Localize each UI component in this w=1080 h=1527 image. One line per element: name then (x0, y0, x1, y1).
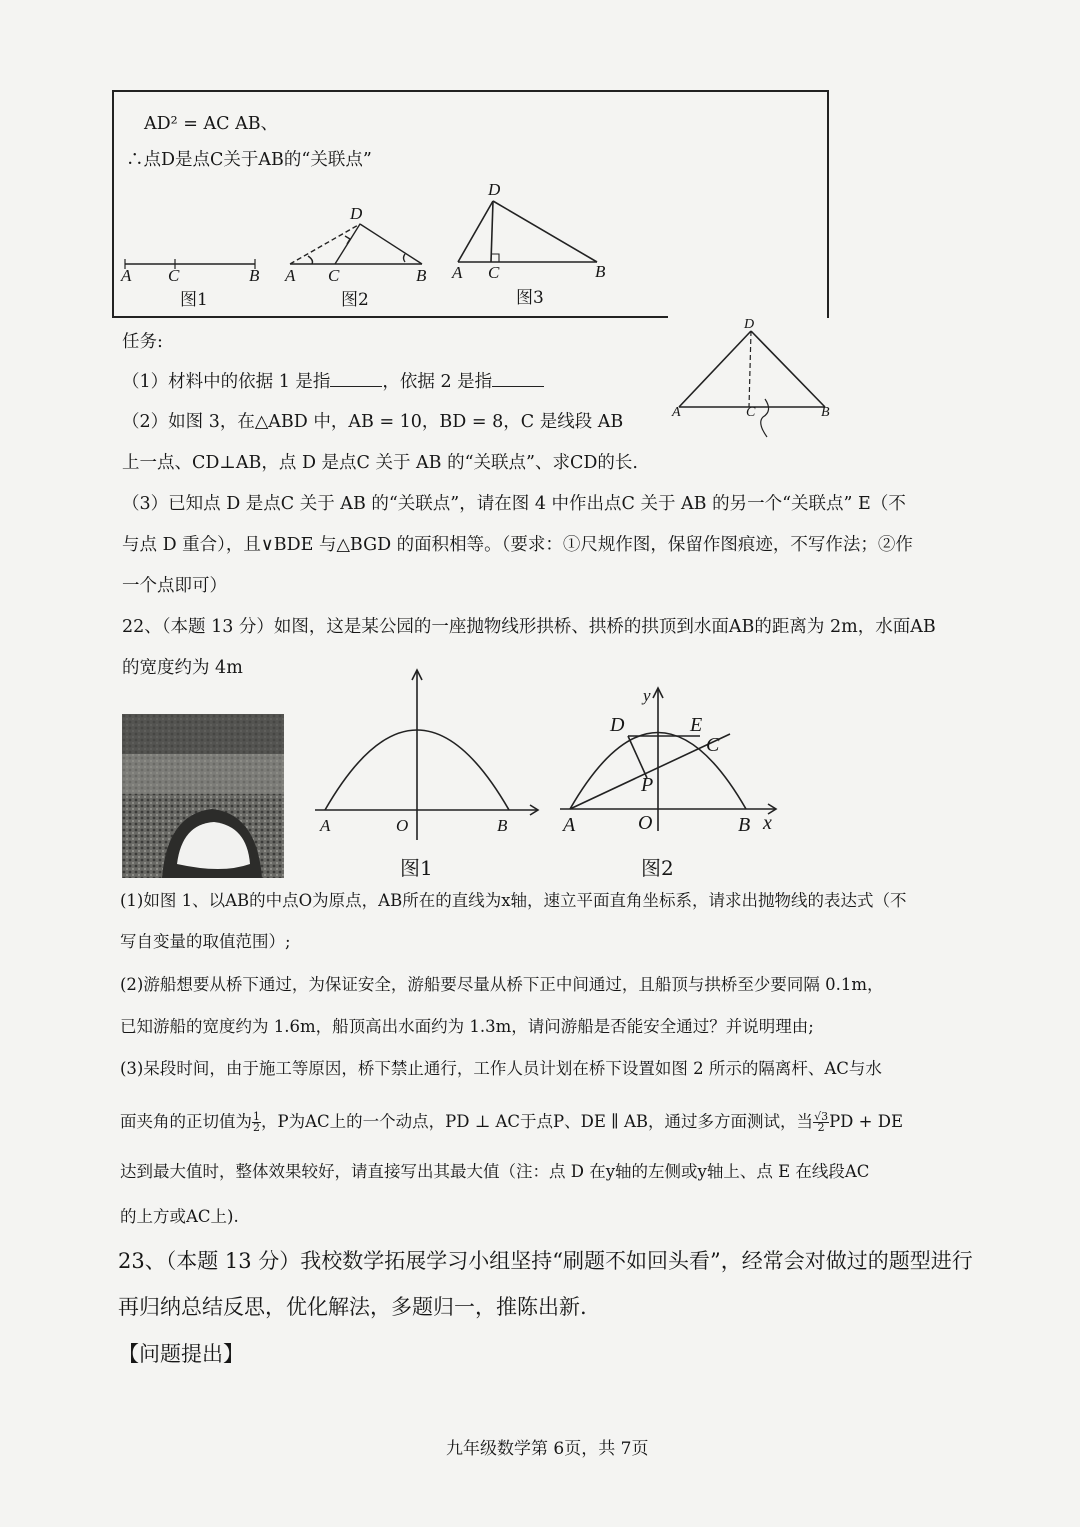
bridge-photo (122, 714, 284, 878)
fig1-label-c: C (168, 266, 180, 285)
q22-line1: 22、（本题 13 分）如图，这是某公园的一座抛物线形拱桥、拱桥的拱顶到水面AB的距离为 2m，水面AB (122, 617, 936, 637)
q22-part2-line2: 已知游船的宽度约为 1.6m，船顶高出水面约为 1.3m，请问游船是否能安全通过？并说明理由; (120, 1017, 814, 1036)
graph1-label-b: B (497, 816, 508, 835)
graph2-label-o: O (638, 812, 653, 834)
q23-line1: 23、（本题 13 分）我校数学拓展学习小组坚持“刷题不如回头看”，经常会对做过的题型进行 (118, 1249, 973, 1273)
q22-part3-line4: 的上方或AC上). (120, 1207, 239, 1226)
fig2-label-d: D (350, 204, 363, 223)
fig2-caption: 图2 (341, 290, 369, 310)
fig1-label-a: A (121, 266, 132, 285)
fig1-caption: 图1 (180, 290, 208, 310)
answer-blank-1[interactable] (330, 371, 382, 387)
page-footer: 九年级数学第 6页，共 7页 (446, 1439, 649, 1459)
task-q1: （1）材料中的依据 1 是指 ，依据 2 是指 (122, 370, 544, 394)
graph1-caption: 图1 (400, 856, 433, 880)
graph2-label-c: C (706, 734, 720, 756)
fig3-label-a: A (452, 263, 463, 282)
fig3-label-d: D (488, 180, 501, 199)
fig4-label-c: C (746, 405, 756, 420)
figure-3-triangle (458, 201, 597, 262)
fig3-label-b: B (595, 262, 606, 281)
graph2-label-a: A (563, 814, 576, 836)
graph2-label-y: y (643, 686, 651, 705)
figure-2-triangle (290, 224, 422, 264)
fig4-label-d: D (744, 317, 755, 332)
q23-heading: 【问题提出】 (118, 1342, 244, 1366)
box-conclusion: ∴点D是点C关于AB的“关联点” (126, 150, 372, 170)
graph2-label-x: x (763, 812, 772, 834)
q23-line2: 再归纳总结反思，优化解法，多题归一，推陈出新. (118, 1295, 587, 1319)
fig4-label-b: B (821, 405, 830, 420)
box-equation: AD² = AC AB、 (144, 114, 279, 134)
figure-4-triangle (665, 315, 845, 445)
fig4-label-a: A (672, 405, 681, 420)
task-q3-line2: 与点 D 重合），且∨BDE 与△BGD 的面积相等。（要求：①尺规作图，保留作图痕迹，不写作法；②作 (122, 535, 913, 555)
task-heading: 任务: (122, 332, 163, 352)
q22-line2: 的宽度约为 4m (122, 658, 243, 678)
task-q3-line3: 一个点即可） (122, 576, 227, 596)
graph2-label-e: E (690, 714, 703, 736)
graph2-label-p: P (641, 774, 654, 796)
q22-part1-line1: (1)如图 1、以AB的中点O为原点，AB所在的直线为x轴，速立平面直角坐标系，请求出抛物线的表达式（不 (120, 891, 907, 910)
fig2-label-a: A (285, 266, 296, 285)
graph2-caption: 图2 (641, 856, 674, 880)
graph2-label-d: D (610, 714, 625, 736)
graph1-label-a: A (320, 816, 331, 835)
q22-part2-line1: (2)游船想要从桥下通过，为保证安全，游船要尽量从桥下正中间通过，且船顶与拱桥至少要同隔 0.1m， (120, 975, 884, 994)
fig3-label-c: C (488, 263, 500, 282)
fig2-label-c: C (328, 266, 340, 285)
task-q3-line1: （3）已知点 D 是点C 关于 AB 的“关联点”，请在图 4 中作出点C 关于 AB 的另一个“关联点” E（不 (122, 494, 906, 514)
figure-1-segment (125, 259, 255, 269)
answer-blank-2[interactable] (492, 371, 544, 387)
q22-part1-line2: 写自变量的取值范围）; (120, 932, 291, 951)
fig2-label-b: B (416, 266, 427, 285)
fraction-root3-over-2: $\frac{√3}{2}$ (814, 1110, 829, 1134)
q22-part3-line3: 达到最大值时，整体效果较好，请直接写出其最大值（注：点 D 在y轴的左侧或y轴上、点 E 在线段AC (120, 1162, 870, 1181)
fig1-label-b: B (249, 266, 260, 285)
q22-part3-line1: (3)呆段时间，由于施工等原因，桥下禁止通行，工作人员计划在桥下设置如图 2 所示的隔离杆、AC与水 (120, 1059, 882, 1078)
graph2-label-b: B (738, 814, 751, 836)
q22-part3-line2: 面夹角的正切值为 $\frac{1}{2}$ ，P为AC上的一个动点，PD ⊥ AC于点P、DE ∥ AB，通过多方面测试，当 $\frac{√3}{2}$ PD + DE (120, 1110, 903, 1134)
fig3-caption: 图3 (516, 288, 544, 308)
fraction-one-half: $\frac{1}{2}$ (253, 1110, 260, 1134)
task-q2-line1: （2）如图 3，在△ABD 中，AB = 10，BD = 8，C 是线段 AB (122, 412, 624, 432)
q22-graph-1 (305, 660, 545, 850)
graph1-label-o: O (396, 816, 409, 835)
task-q2-line2: 上一点、CD⊥AB，点 D 是点C 关于 AB 的“关联点”、求CD的长. (122, 453, 638, 473)
